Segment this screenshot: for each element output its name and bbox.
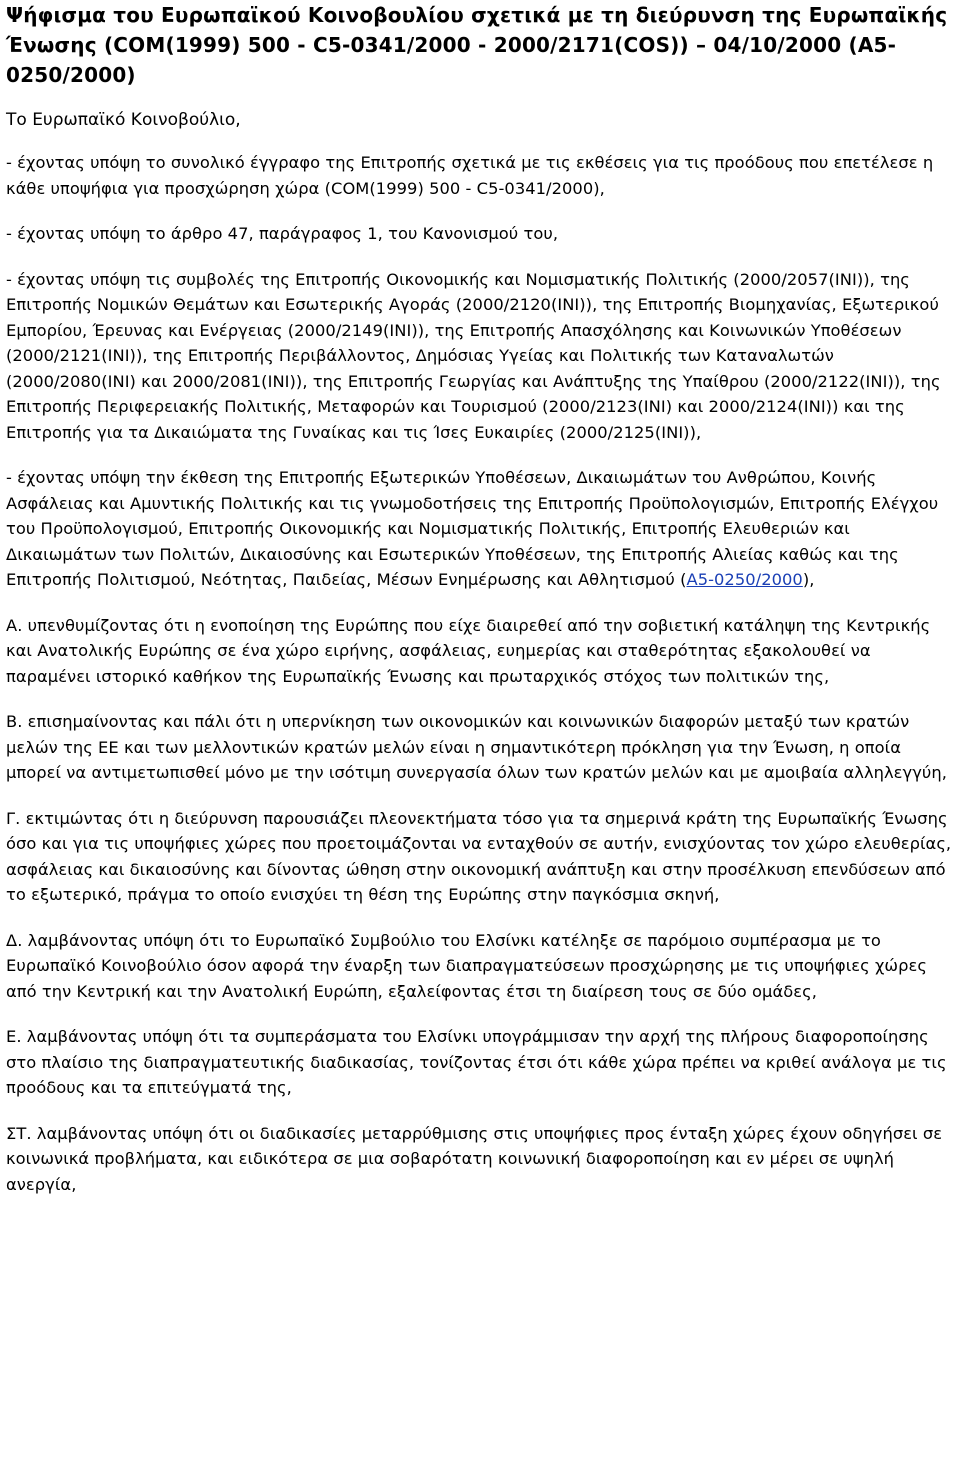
document-title: Ψήφισμα του Ευρωπαϊκού Κοινοβουλίου σχετικά με τη διεύρυνση της Ευρωπαϊκής Ένωσης (COM(1999) 500 - C5-0341/2000 - 2000/2171(COS)) – 04/10/2000 (A5-0250/2000) xyxy=(6,3,948,87)
recital-item: - έχοντας υπόψη τις συμβολές της Επιτροπής Οικονομικής και Νομισματικής Πολιτικής (2000/2057(INI)), της Επιτροπής Νομικών Θεμάτων και Εσωτερικής Αγοράς (2000/2120(INI)), της Επιτροπής Βιομηχανίας, Εξωτερικού Εμπορίου, Έρευνας και Ενέργειας (2000/2149(INI)), της Επιτροπής Απασχόλησης και Κοινωνικών Υποθέσεων (2000/2121(INI)), της Επιτροπής Περιβάλλοντος, Δημόσιας Υγείας και Πολιτικής των Καταναλωτών (2000/2080(INI) και 2000/2081(INI)), της Επιτροπής Γεωργίας και Ανάπτυξης της Υπαίθρου (2000/2122(INI)), της Επιτροπής Περιφερειακής Πολιτικής, Μεταφορών και Τουρισμού (2000/2123(INI) και 2000/2124(INI)) και της Επιτροπής για τα Δικαιώματα της Γυναίκας και τις Ίσες Ευκαιρίες (2000/2125(INI)), xyxy=(6,269,941,442)
consideration-st: ΣΤ. λαμβάνοντας υπόψη ότι οι διαδικασίες μεταρρύθμισης στις υποψήφιες προς ένταξη χώρες έχουν οδηγήσει σε κοινωνικά προβλήματα, και ειδικότερα σε μια σοβαρότατη κοινωνική διαφοροποίηση και εν μέρει σε υψηλή ανεργία, xyxy=(6,1123,943,1194)
consideration-d: Δ. λαμβάνοντας υπόψη ότι το Ευρωπαϊκό Συμβούλιο του Ελσίνκι κατέληξε σε παρόμοιο συμπέρασμα με το Ευρωπαϊκό Κοινοβούλιο όσον αφορά την έναρξη των διαπραγματεύσεων προσχώρησης με τις υποψήφιες χώρες από την Κεντρική και την Ανατολική Ευρώπη, εξαλείφοντας έτσι τη διαίρεση τους σε δύο ομάδες, xyxy=(6,930,927,1001)
recital-item: - έχοντας υπόψη το άρθρο 47, παράγραφος 1, του Κανονισμού του, xyxy=(6,224,559,243)
consideration-a: Α. υπενθυμίζοντας ότι η ενοποίηση της Ευρώπης που είχε διαιρεθεί από την σοβιετική κατάληψη της Κεντρικής και Ανατολικής Ευρώπης σε ένα χώρο ειρήνης, ασφάλειας, ευημερίας και σταθερότητας εξακολουθεί να παραμένει ιστορικό καθήκον της Ευρωπαϊκής Ένωσης και πρωταρχικός στόχος των πολιτικών της, xyxy=(6,615,931,686)
report-recital-end: ), xyxy=(802,570,815,589)
parliament-heading: Το Ευρωπαϊκό Κοινοβούλιο, xyxy=(6,110,241,130)
consideration-c: Γ. εκτιμώντας ότι η διεύρυνση παρουσιάζει πλεονεκτήματα τόσο για τα σημερινά κράτη της Ευρωπαϊκής Ένωσης όσο και για τις υποψήφιες χώρες που προετοιμάζονται να ενταχθούν σε αυτήν, ενισχύοντας τον χώρο ελευθερίας, ασφάλειας και δικαιοσύνης και δίνοντας ώθηση στην οικονομική ανάπτυξη και στην προσέλκυση επενδύσεων από το εξωτερικό, πράγμα το οποίο ενισχύει τη θέση της Ευρώπης στην παγκόσμια σκηνή, xyxy=(6,808,952,904)
report-link[interactable]: A5-0250/2000 xyxy=(686,570,803,589)
consideration-e: Ε. λαμβάνοντας υπόψη ότι τα συμπεράσματα του Ελσίνκι υπογράμμισαν την αρχή της πλήρους διαφοροποίησης στο πλαίσιο της διαπραγματευτικής διαδικασίας, τονίζοντας έτσι ότι κάθε χώρα πρέπει να κριθεί ανάλογα με τις προόδους και τα επιτεύγματά της, xyxy=(6,1027,947,1097)
recital-item: - έχοντας υπόψη το συνολικό έγγραφο της Επιτροπής σχετικά με τις εκθέσεις για τις προόδους που επετέλεσε η κάθε υποψήφια για προσχώρηση χώρα (COM(1999) 500 - C5-0341/2000), xyxy=(6,153,934,198)
report-recital-text: - έχοντας υπόψη την έκθεση της Επιτροπής Εξωτερικών Υποθέσεων, Δικαιωμάτων του Ανθρώπου, Κοινής Ασφάλειας και Αμυντικής Πολιτικής και τις γνωμοδοτήσεις της Επιτροπής Προϋπολογισμών, Επιτροπής Ελέγχου του Προϋπολογισμού, Επιτροπής Οικονομικής και Νομισματικής Πολιτικής, Επιτροπής Ελευθεριών και Δικαιωμάτων των Πολιτών, Δικαιοσύνης και Εσωτερικών Υποθέσεων, της Επιτροπής Αλιείας καθώς και της Επιτροπής Πολιτισμού, Νεότητας, Παιδείας, Μέσων Ενημέρωσης και Αθλητισμού ( xyxy=(6,468,939,589)
consideration-b: Β. επισημαίνοντας και πάλι ότι η υπερνίκηση των οικονομικών και κοινωνικών διαφορών μεταξύ των κρατών μελών της ΕΕ και των μελλοντικών κρατών μελών είναι η σημαντικότερη πρόκληση για την Ένωση, η οποία μπορεί να αντιμετωπισθεί μόνο με την ισότιμη συνεργασία όλων των κρατών μελών και με αμοιβαία αλληλεγγύη, xyxy=(6,712,947,782)
report-recital xyxy=(6,465,954,593)
